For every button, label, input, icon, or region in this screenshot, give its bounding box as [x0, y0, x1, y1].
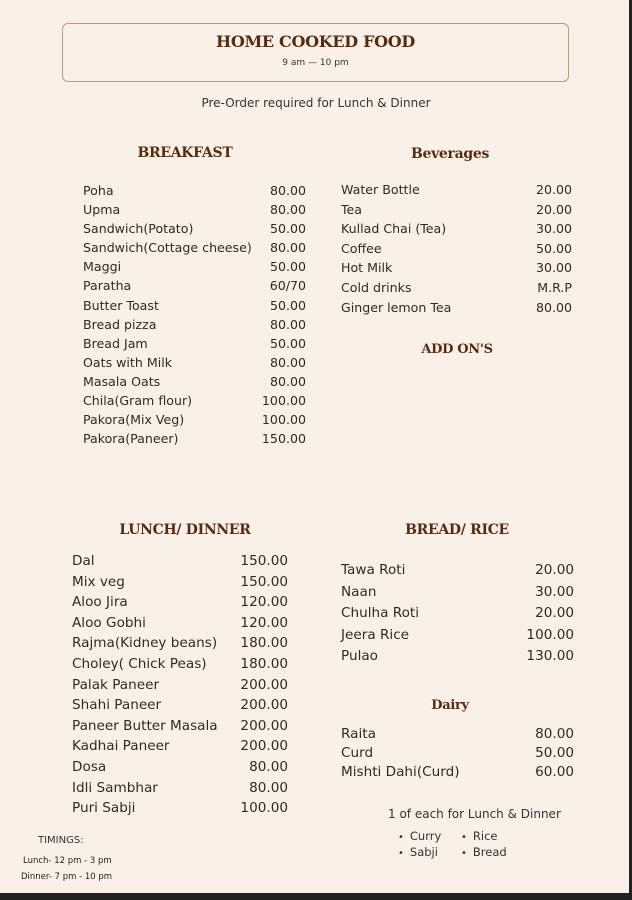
item-name: Kadhai Paneer	[72, 738, 170, 755]
item-price: 80.00	[269, 202, 306, 218]
menu-item-row	[83, 391, 306, 410]
menu-item-row	[72, 613, 288, 634]
item-name: Mix veg	[72, 573, 125, 590]
menu-item-row	[341, 180, 572, 200]
item-price: 20.00	[535, 605, 574, 621]
bread-rice-list	[341, 560, 574, 668]
lunch-timing: Lunch- 12 pm - 3 pm	[23, 856, 112, 866]
menu-item-row	[72, 736, 288, 757]
item-name: Jeera Rice	[341, 626, 410, 643]
item-price: 150.00	[240, 573, 288, 590]
header-box	[62, 23, 569, 82]
item-price: 200.00	[240, 676, 288, 693]
menu-item-row	[83, 296, 306, 315]
item-price: 130.00	[526, 648, 574, 664]
combo-note: 1 of each for Lunch & Dinner	[388, 807, 561, 821]
item-price: 50.00	[269, 297, 306, 313]
combo-item-sabji: • Sabji	[398, 845, 461, 859]
item-name: Chulha Roti	[341, 605, 420, 621]
combo-item-curry: • Curry	[398, 829, 461, 843]
menu-item-row	[83, 334, 306, 353]
dairy-list	[341, 725, 574, 783]
item-price: 200.00	[240, 738, 288, 755]
item-name: Bread pizza	[83, 316, 157, 332]
menu-item-row	[83, 410, 306, 429]
item-name: Mishti Dahi(Curd)	[341, 764, 460, 781]
item-name: Raita	[341, 726, 376, 742]
item-name: Puri Sabji	[72, 800, 136, 817]
item-name: Aloo Gobhi	[72, 614, 146, 631]
item-name: Butter Toast	[83, 297, 159, 313]
menu-item-row	[341, 582, 574, 604]
menu-item-row	[83, 219, 306, 238]
item-name: Curd	[341, 745, 374, 762]
menu-item-row	[341, 744, 574, 763]
item-price: 30.00	[535, 260, 572, 276]
item-price: 50.00	[535, 240, 572, 256]
menu-item-row	[341, 763, 574, 782]
menu-item-row	[83, 257, 306, 276]
item-price: 80.00	[269, 316, 306, 332]
menu-item-row	[341, 219, 572, 239]
menu-item-row	[72, 633, 288, 654]
menu-item-row	[72, 654, 288, 675]
item-name: Pakora(Paneer)	[83, 431, 179, 447]
menu-item-row	[72, 675, 288, 696]
breakfast-list	[83, 181, 306, 448]
item-price: 150.00	[261, 431, 306, 447]
item-name: Aloo Jira	[72, 594, 128, 611]
item-price: 80.00	[249, 779, 288, 796]
timings-heading: TIMINGS:	[38, 835, 84, 846]
menu-item-row	[341, 603, 574, 625]
item-name: Naan	[341, 583, 377, 600]
beverages-list	[341, 180, 572, 317]
item-price: 150.00	[240, 553, 288, 569]
item-name: Idli Sambhar	[72, 779, 158, 796]
item-name: Chila(Gram flour)	[83, 393, 193, 409]
item-price: 100.00	[261, 393, 306, 409]
combo-items	[398, 829, 521, 859]
item-name: Pakora(Mix Veg)	[83, 412, 185, 428]
item-name: Dal	[72, 553, 95, 569]
item-name: Bread Jam	[83, 335, 148, 351]
menu-item-row	[83, 353, 306, 372]
item-price: 80.00	[535, 726, 574, 742]
menu-item-row	[341, 560, 574, 582]
item-name: Kullad Chai (Tea)	[341, 221, 447, 237]
breakfast-heading: BREAKFAST	[137, 145, 233, 161]
page-bottom-edge	[0, 893, 632, 900]
item-price: 200.00	[240, 717, 288, 734]
menu-item-row	[72, 695, 288, 716]
opening-hours: 9 am — 10 pm	[282, 58, 349, 68]
menu-item-row	[341, 298, 572, 318]
menu-item-row	[72, 778, 288, 799]
item-price: 80.00	[269, 354, 306, 370]
item-name: Coffee	[341, 240, 382, 256]
item-price: 30.00	[535, 221, 572, 237]
item-price: 60/70	[269, 278, 306, 294]
item-price: 100.00	[240, 800, 288, 817]
menu-item-row	[72, 757, 288, 778]
item-name: Cold drinks	[341, 279, 412, 295]
menu-item-row	[341, 258, 572, 278]
item-name: Tea	[341, 201, 363, 217]
item-name: Sandwich(Cottage cheese)	[83, 240, 252, 256]
item-price: 200.00	[240, 697, 288, 714]
menu-item-row	[83, 429, 306, 448]
item-name: Paneer Butter Masala	[72, 717, 218, 734]
dairy-heading: Dairy	[431, 698, 469, 713]
preorder-note: Pre-Order required for Lunch & Dinner	[201, 96, 431, 110]
lunch-dinner-heading: LUNCH/ DINNER	[119, 522, 251, 538]
menu-item-row	[341, 725, 574, 744]
item-name: Water Bottle	[341, 182, 420, 197]
item-price: 50.00	[535, 745, 574, 762]
item-name: Poha	[83, 183, 114, 198]
menu-item-row	[341, 200, 572, 220]
item-name: Maggi	[83, 259, 122, 275]
addons-heading: ADD ON'S	[421, 342, 493, 357]
item-name: Upma	[83, 202, 121, 218]
item-price: 120.00	[240, 614, 288, 631]
item-name: Tawa Roti	[341, 562, 406, 578]
item-price: 50.00	[269, 335, 306, 351]
item-price: 80.00	[535, 299, 572, 315]
item-price: 20.00	[535, 201, 572, 217]
menu-item-row	[72, 572, 288, 593]
item-name: Dosa	[72, 758, 107, 775]
item-price: 50.00	[269, 259, 306, 275]
item-price: 120.00	[240, 594, 288, 611]
lunch-dinner-list	[72, 551, 288, 819]
menu-item-row	[83, 372, 306, 391]
menu-item-row	[83, 238, 306, 257]
menu-item-row	[341, 239, 572, 259]
menu-item-row	[83, 315, 306, 334]
item-name: Shahi Paneer	[72, 697, 162, 714]
item-name: Sandwich(Potato)	[83, 221, 194, 237]
item-price: 100.00	[526, 626, 574, 643]
item-price: 100.00	[261, 412, 306, 428]
item-name: Ginger lemon Tea	[341, 299, 452, 315]
item-price: 20.00	[535, 182, 572, 197]
item-price: 80.00	[269, 183, 306, 198]
item-name: Oats with Milk	[83, 354, 173, 370]
bread-rice-heading: BREAD/ RICE	[405, 522, 509, 538]
dinner-timing: Dinner- 7 pm - 10 pm	[21, 872, 113, 882]
menu-title: HOME COOKED FOOD	[216, 32, 415, 51]
item-price: 80.00	[269, 373, 306, 389]
menu-item-row	[72, 716, 288, 737]
item-name: Palak Paneer	[72, 676, 160, 693]
menu-item-row	[72, 551, 288, 572]
item-price: M.R.P	[537, 279, 572, 295]
item-price: 180.00	[240, 635, 288, 652]
menu-item-row	[72, 592, 288, 613]
menu-item-row	[341, 625, 574, 647]
item-price: 20.00	[535, 562, 574, 578]
menu-item-row	[83, 200, 306, 219]
menu-item-row	[341, 278, 572, 298]
item-price: 80.00	[249, 758, 288, 775]
item-price: 180.00	[240, 655, 288, 672]
item-name: Paratha	[83, 278, 132, 294]
item-price: 30.00	[535, 583, 574, 600]
menu-item-row	[83, 181, 306, 200]
item-price: 80.00	[269, 240, 306, 256]
item-name: Pulao	[341, 648, 378, 664]
item-price: 60.00	[535, 764, 574, 781]
item-name: Choley( Chick Peas)	[72, 655, 207, 672]
menu-item-row	[341, 646, 574, 668]
item-name: Rajma(Kidney beans)	[72, 635, 218, 652]
combo-item-bread: • Bread	[461, 845, 521, 859]
menu-item-row	[72, 798, 288, 819]
beverages-heading: Beverages	[410, 146, 490, 162]
combo-item-rice: • Rice	[461, 829, 521, 843]
item-name: Masala Oats	[83, 373, 161, 389]
menu-item-row	[83, 276, 306, 295]
item-price: 50.00	[269, 221, 306, 237]
item-name: Hot Milk	[341, 260, 393, 276]
